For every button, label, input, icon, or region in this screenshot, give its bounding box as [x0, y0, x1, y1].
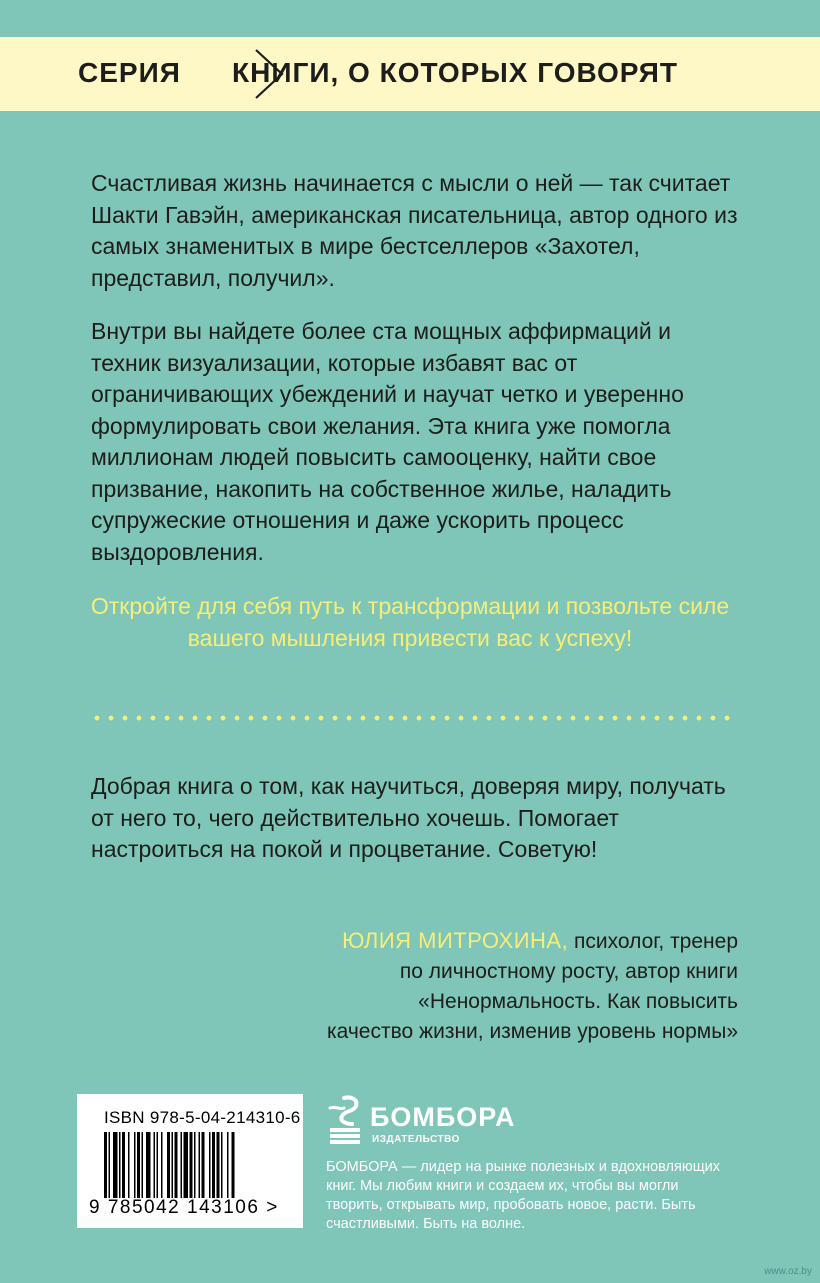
description-paragraph-2: Внутри вы найдете более ста мощных аффирмаций и техник визуализации, которые избавят вас от ограничивающих убеждений и научат четко и уверенно формулировать свои желания. Эта книга уже помогла миллионам людей повысить самооценку, найти свое призвание, накопить на собственное жилье, наладить супружеские отношения и даже ускорить процесс выздоровления. — [91, 318, 684, 565]
author-role-line-1: психолог, тренер — [574, 930, 738, 953]
dotted-divider — [90, 714, 730, 722]
bombora-logo-icon — [326, 1094, 368, 1146]
series-name: КНИГИ, О КОТОРЫХ ГОВОРЯТ — [232, 57, 678, 88]
watermark: www.oz.by — [764, 1266, 812, 1277]
author-role-line-3: «Ненормальность. Как повысить — [418, 990, 738, 1013]
author-role-line-2: по личностному росту, автор книги — [399, 960, 738, 983]
highlight-callout: Откройте для себя путь к трансформации и позвольте силе вашего мышления привести вас к успеху! — [90, 593, 730, 651]
publisher-name: БОМБОРА — [370, 1102, 516, 1132]
publisher-subtitle: ИЗДАТЕЛЬСТВО — [372, 1134, 460, 1145]
description-paragraph-1: Счастливая жизнь начинается с мысли о ней — так считает Шакти Гавэйн, американская писательница, автор одного из самых знаменитых в мире бестселлеров «Захотел, представил, получил». — [91, 170, 738, 291]
isbn-label: ISBN 978-5-04-214310-6 — [104, 1108, 301, 1127]
review-quote: Добрая книга о том, как научиться, доверяя миру, получать от него то, чего действительно хочешь. Помогает настроиться на покой и процветание. Советую! — [91, 773, 726, 862]
series-label: СЕРИЯ — [78, 57, 181, 88]
publisher-logo — [326, 1094, 516, 1151]
series-banner — [0, 37, 820, 111]
isbn-digits: 9 785042 143106 > — [89, 1197, 279, 1218]
author-role-line-4: качество жизни, изменив уровень нормы» — [327, 1020, 738, 1043]
isbn-barcode — [77, 1094, 303, 1228]
publisher-description: БОМБОРА — лидер на рынке полезных и вдохновляющих книг. Мы любим книги и создаем их, чтобы вы могли творить, открывать мир, пробовать новое, расти. Быть счастливыми. Быть на волне. — [326, 1159, 720, 1232]
review-attribution — [138, 926, 738, 1047]
barcode-icon — [104, 1132, 284, 1198]
review-author: ЮЛИЯ МИТРОХИНА, — [342, 928, 569, 953]
